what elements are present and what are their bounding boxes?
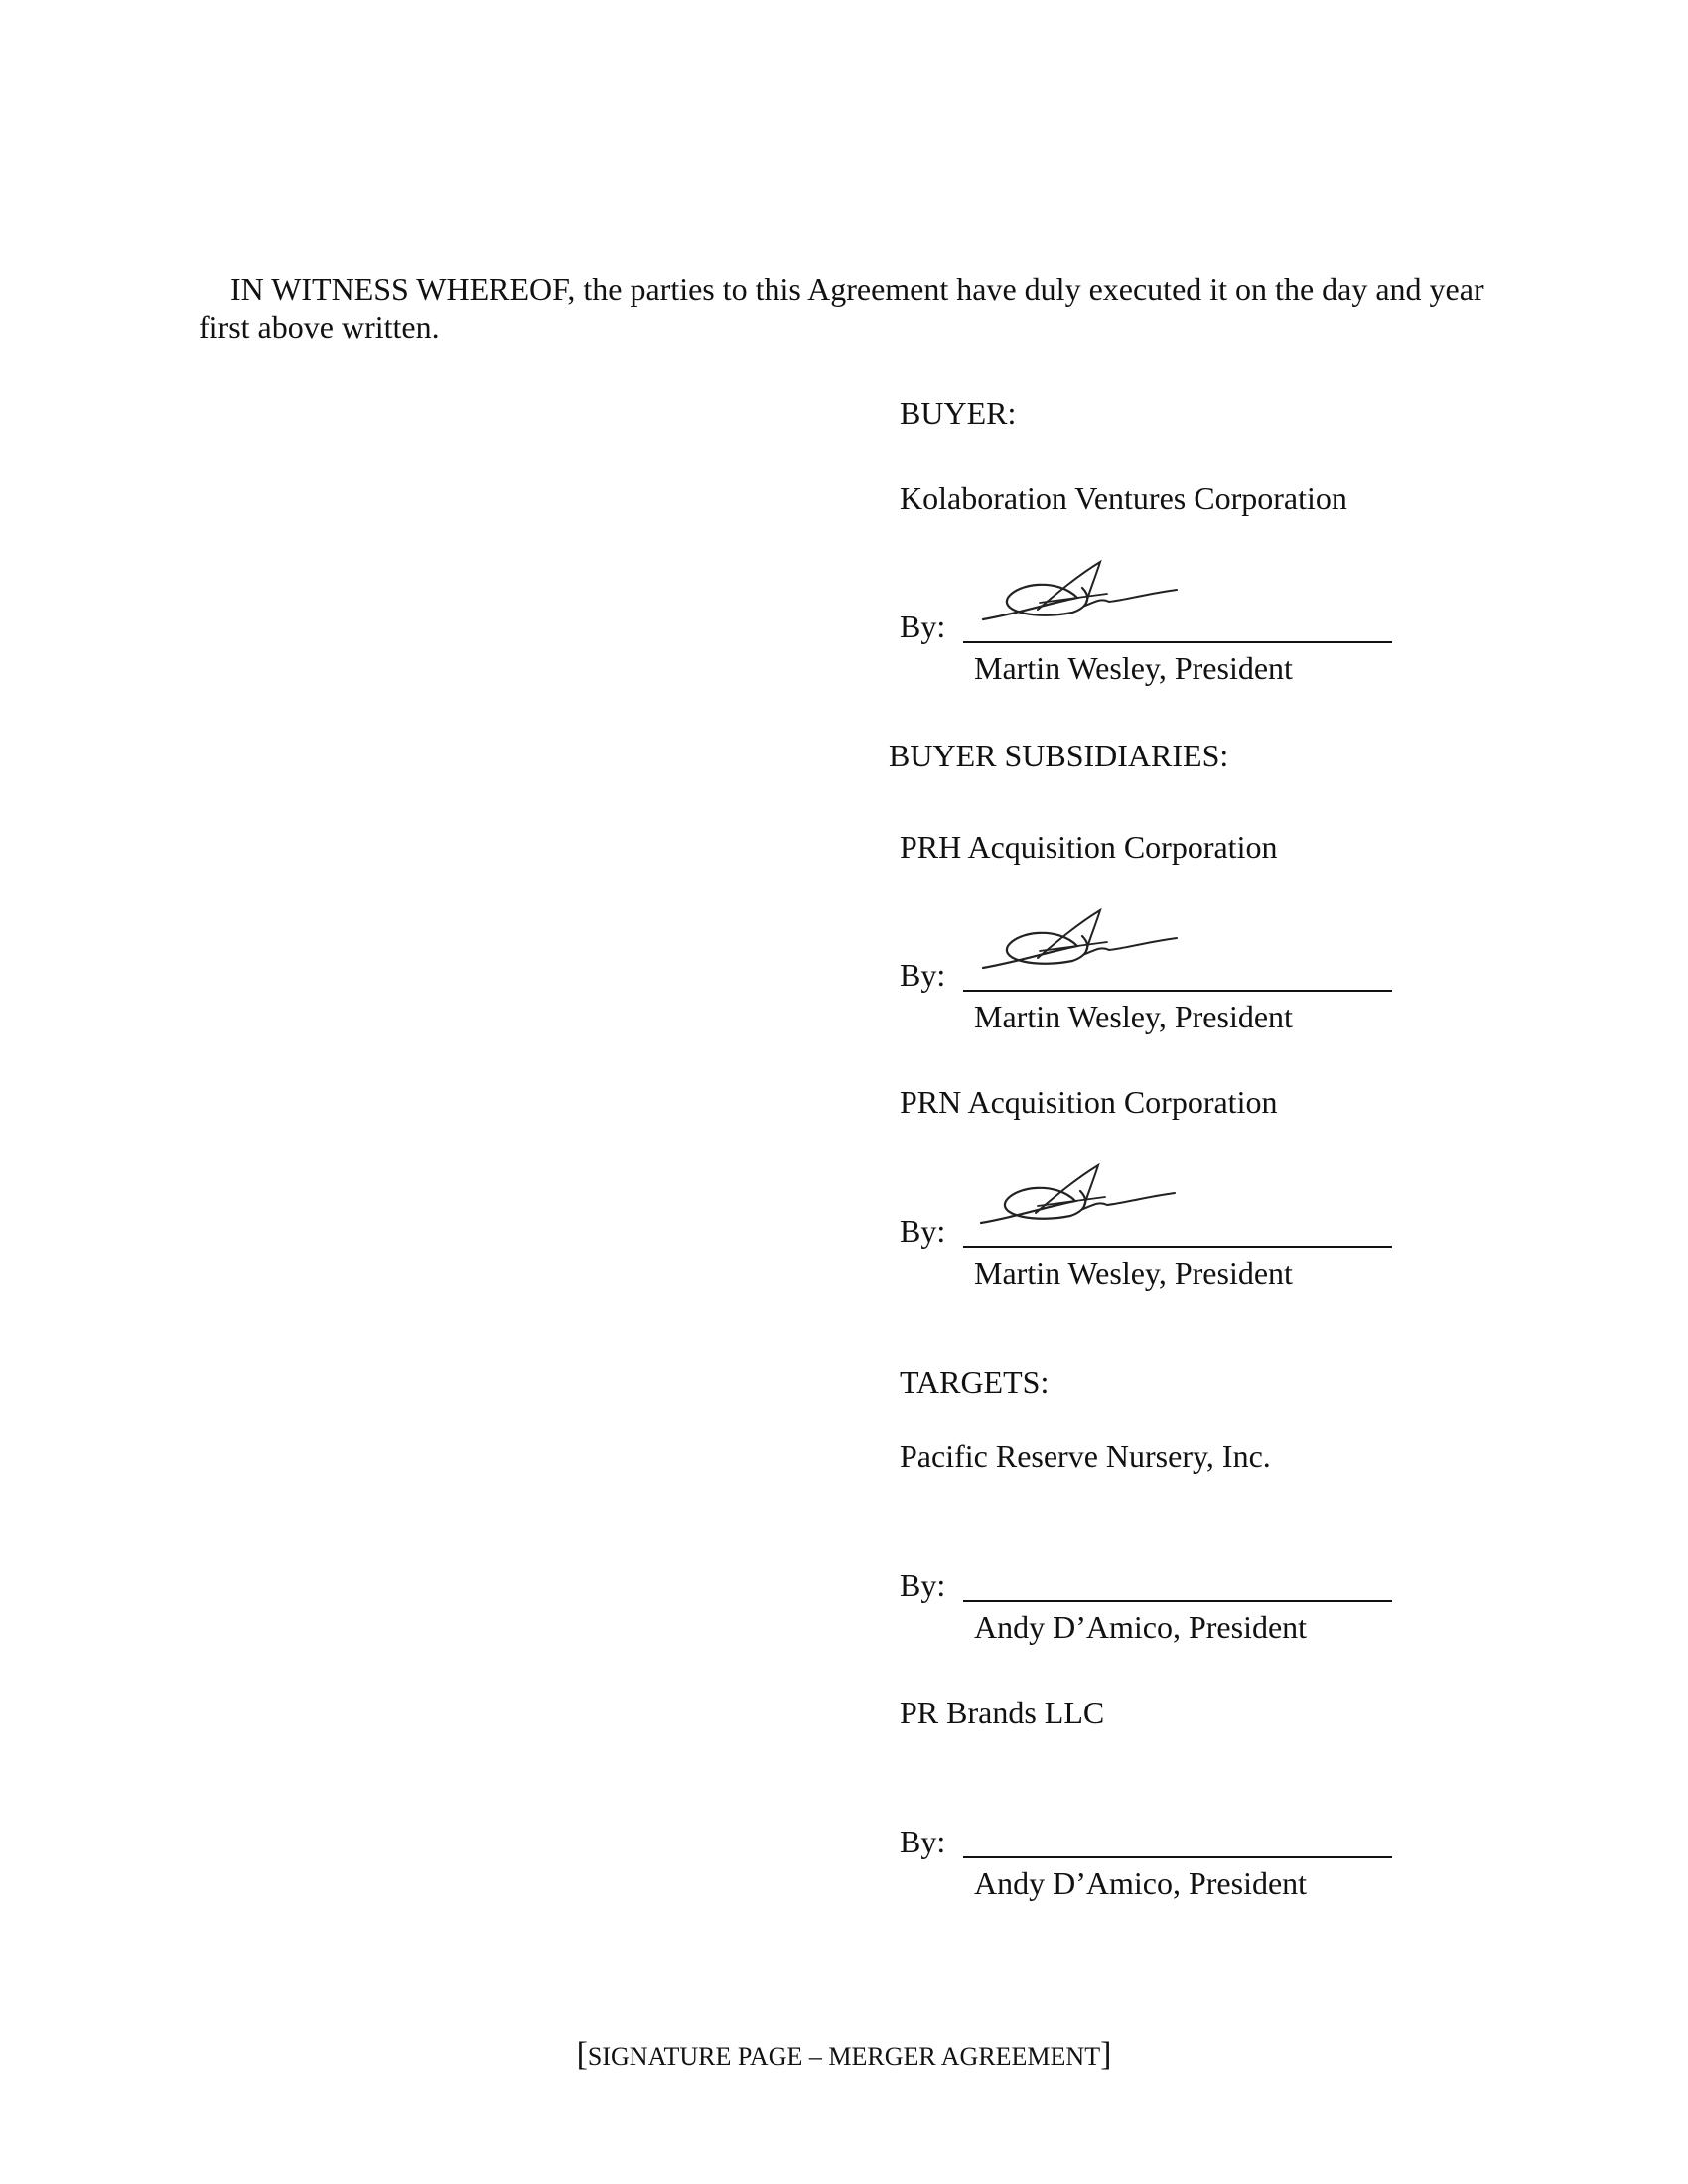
targets-heading: TARGETS: — [900, 1364, 1050, 1400]
buyer-company-name: Kolaboration Ventures Corporation — [900, 480, 1347, 516]
prn-inc-company-name: Pacific Reserve Nursery, Inc. — [900, 1438, 1271, 1474]
prn-inc-signer-name: Andy D’Amico, President — [974, 1609, 1308, 1645]
buyer-heading: BUYER: — [900, 395, 1017, 431]
prh-company-name: PRH Acquisition Corporation — [900, 829, 1278, 865]
prn-by-label: By: — [900, 1213, 946, 1249]
prn-signature — [976, 1161, 1195, 1241]
prn-inc-by-label: By: — [900, 1568, 946, 1603]
pr-brands-signature-line — [963, 1856, 1392, 1858]
prh-signature-line — [963, 990, 1392, 992]
page-footer — [0, 2037, 1688, 2075]
witness-text: IN WITNESS WHEREOF, the parties to this Agreement have duly executed it on the day and year first above written. — [199, 271, 1484, 344]
buyer-signer-name: Martin Wesley, President — [974, 650, 1293, 686]
buyer-signature-line — [963, 641, 1392, 643]
footer-text: SIGNATURE PAGE – MERGER AGREEMENT — [587, 2042, 1101, 2071]
prn-inc-signature-line — [963, 1600, 1392, 1602]
prh-by-label: By: — [900, 957, 946, 993]
prn-company-name: PRN Acquisition Corporation — [900, 1084, 1278, 1120]
footer-close-bracket: ] — [1100, 2036, 1112, 2073]
prn-signature-line — [963, 1246, 1392, 1248]
buyer-signature — [978, 558, 1196, 637]
buyer-subsidiaries-heading: BUYER SUBSIDIARIES: — [889, 738, 1229, 773]
buyer-by-label: By: — [900, 609, 946, 644]
footer-open-bracket: [ — [576, 2036, 588, 2073]
witness-paragraph — [199, 270, 1509, 345]
prh-signature — [978, 906, 1196, 986]
prh-signer-name: Martin Wesley, President — [974, 999, 1293, 1034]
pr-brands-company-name: PR Brands LLC — [900, 1695, 1105, 1730]
prn-signer-name: Martin Wesley, President — [974, 1255, 1293, 1291]
pr-brands-signer-name: Andy D’Amico, President — [974, 1865, 1308, 1901]
pr-brands-by-label: By: — [900, 1824, 946, 1859]
